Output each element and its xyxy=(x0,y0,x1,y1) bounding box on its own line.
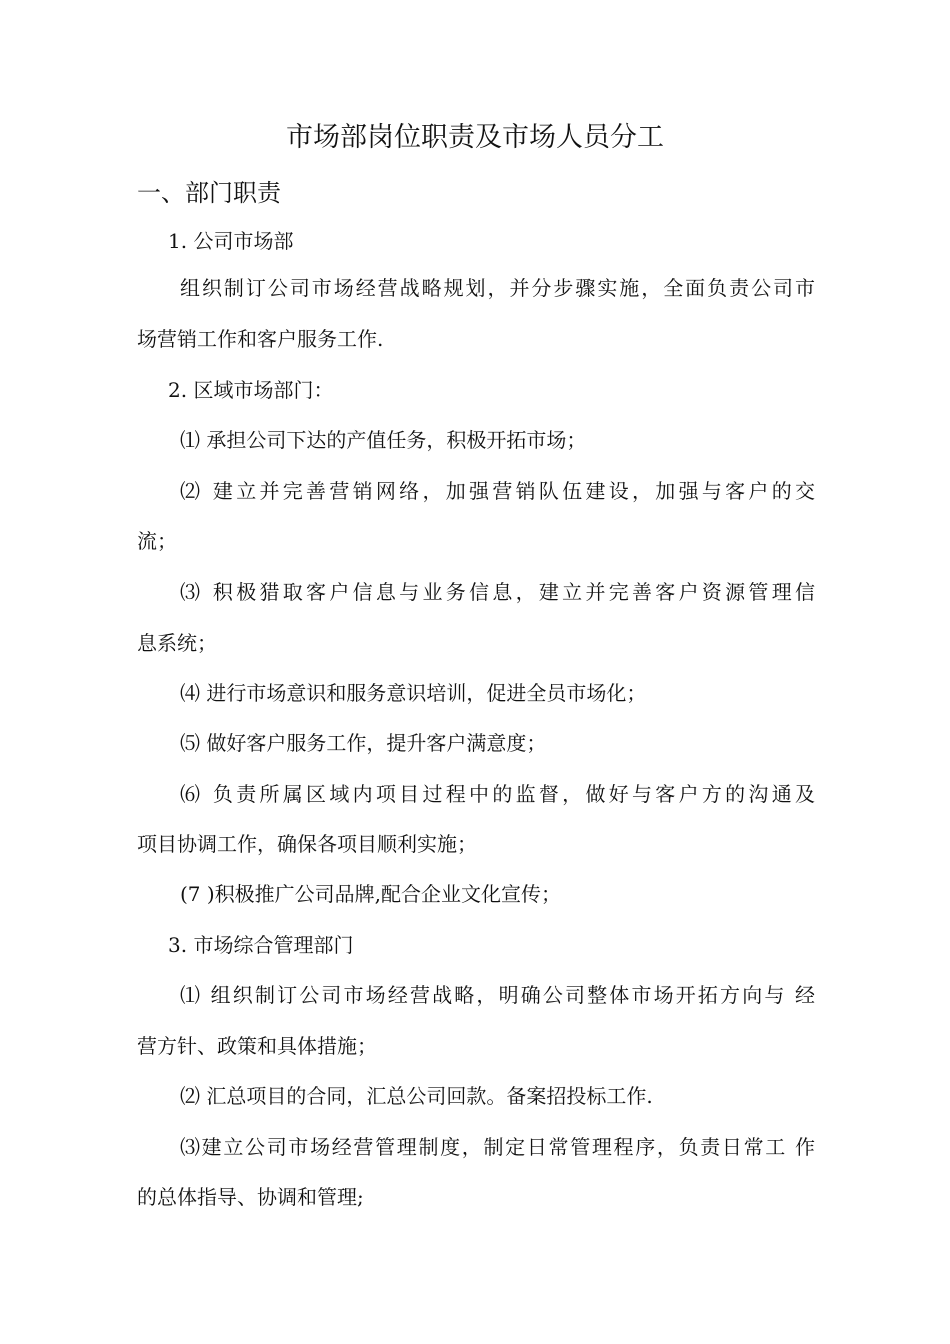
list-item: ⑴ 组织制订公司市场经营战略，明确公司整体市场开拓方向与 经 xyxy=(180,983,815,1007)
paragraph-line: 息系统； xyxy=(137,631,217,655)
item-heading: 1. 公司市场部 xyxy=(168,229,294,253)
list-item: (7 )积极推广公司品牌,配合企业文化宣传； xyxy=(180,882,562,906)
list-item: ⑷ 进行市场意识和服务意识培训，促进全员市场化； xyxy=(180,681,647,705)
list-item: ⑶ 积极猎取客户信息与业务信息，建立并完善客户资源管理信 xyxy=(180,580,815,604)
paragraph-line: 项目协调工作，确保各项目顺利实施； xyxy=(137,832,477,856)
list-item: ⑹ 负责所属区域内项目过程中的监督，做好与客户方的沟通及 xyxy=(180,782,815,806)
item-heading: 3. 市场综合管理部门 xyxy=(168,933,354,957)
list-item: ⑴ 承担公司下达的产值任务，积极开拓市场； xyxy=(180,428,587,452)
document-title: 市场部岗位职责及市场人员分工 xyxy=(286,122,664,153)
item-heading: 2. 区域市场部门： xyxy=(168,378,334,402)
list-item: ⑵ 汇总项目的合同，汇总公司回款。备案招投标工作. xyxy=(180,1084,653,1108)
paragraph-line: 场营销工作和客户服务工作. xyxy=(137,327,384,351)
section-heading: 一、部门职责 xyxy=(137,179,281,207)
paragraph-line: 流； xyxy=(137,529,177,553)
list-item: ⑵ 建立并完善营销网络，加强营销队伍建设，加强与客户的交 xyxy=(180,479,815,503)
list-item: ⑸ 做好客户服务工作，提升客户满意度； xyxy=(180,731,547,755)
list-item: ⑶建立公司市场经营管理制度，制定日常管理程序，负责日常工 作 xyxy=(180,1135,815,1159)
paragraph-line: 的总体指导、协调和管理; xyxy=(137,1185,364,1209)
paragraph-line: 组织制订公司市场经营战略规划，并分步骤实施，全面负责公司市 xyxy=(180,276,815,300)
paragraph-line: 营方针、政策和具体措施； xyxy=(137,1034,377,1058)
